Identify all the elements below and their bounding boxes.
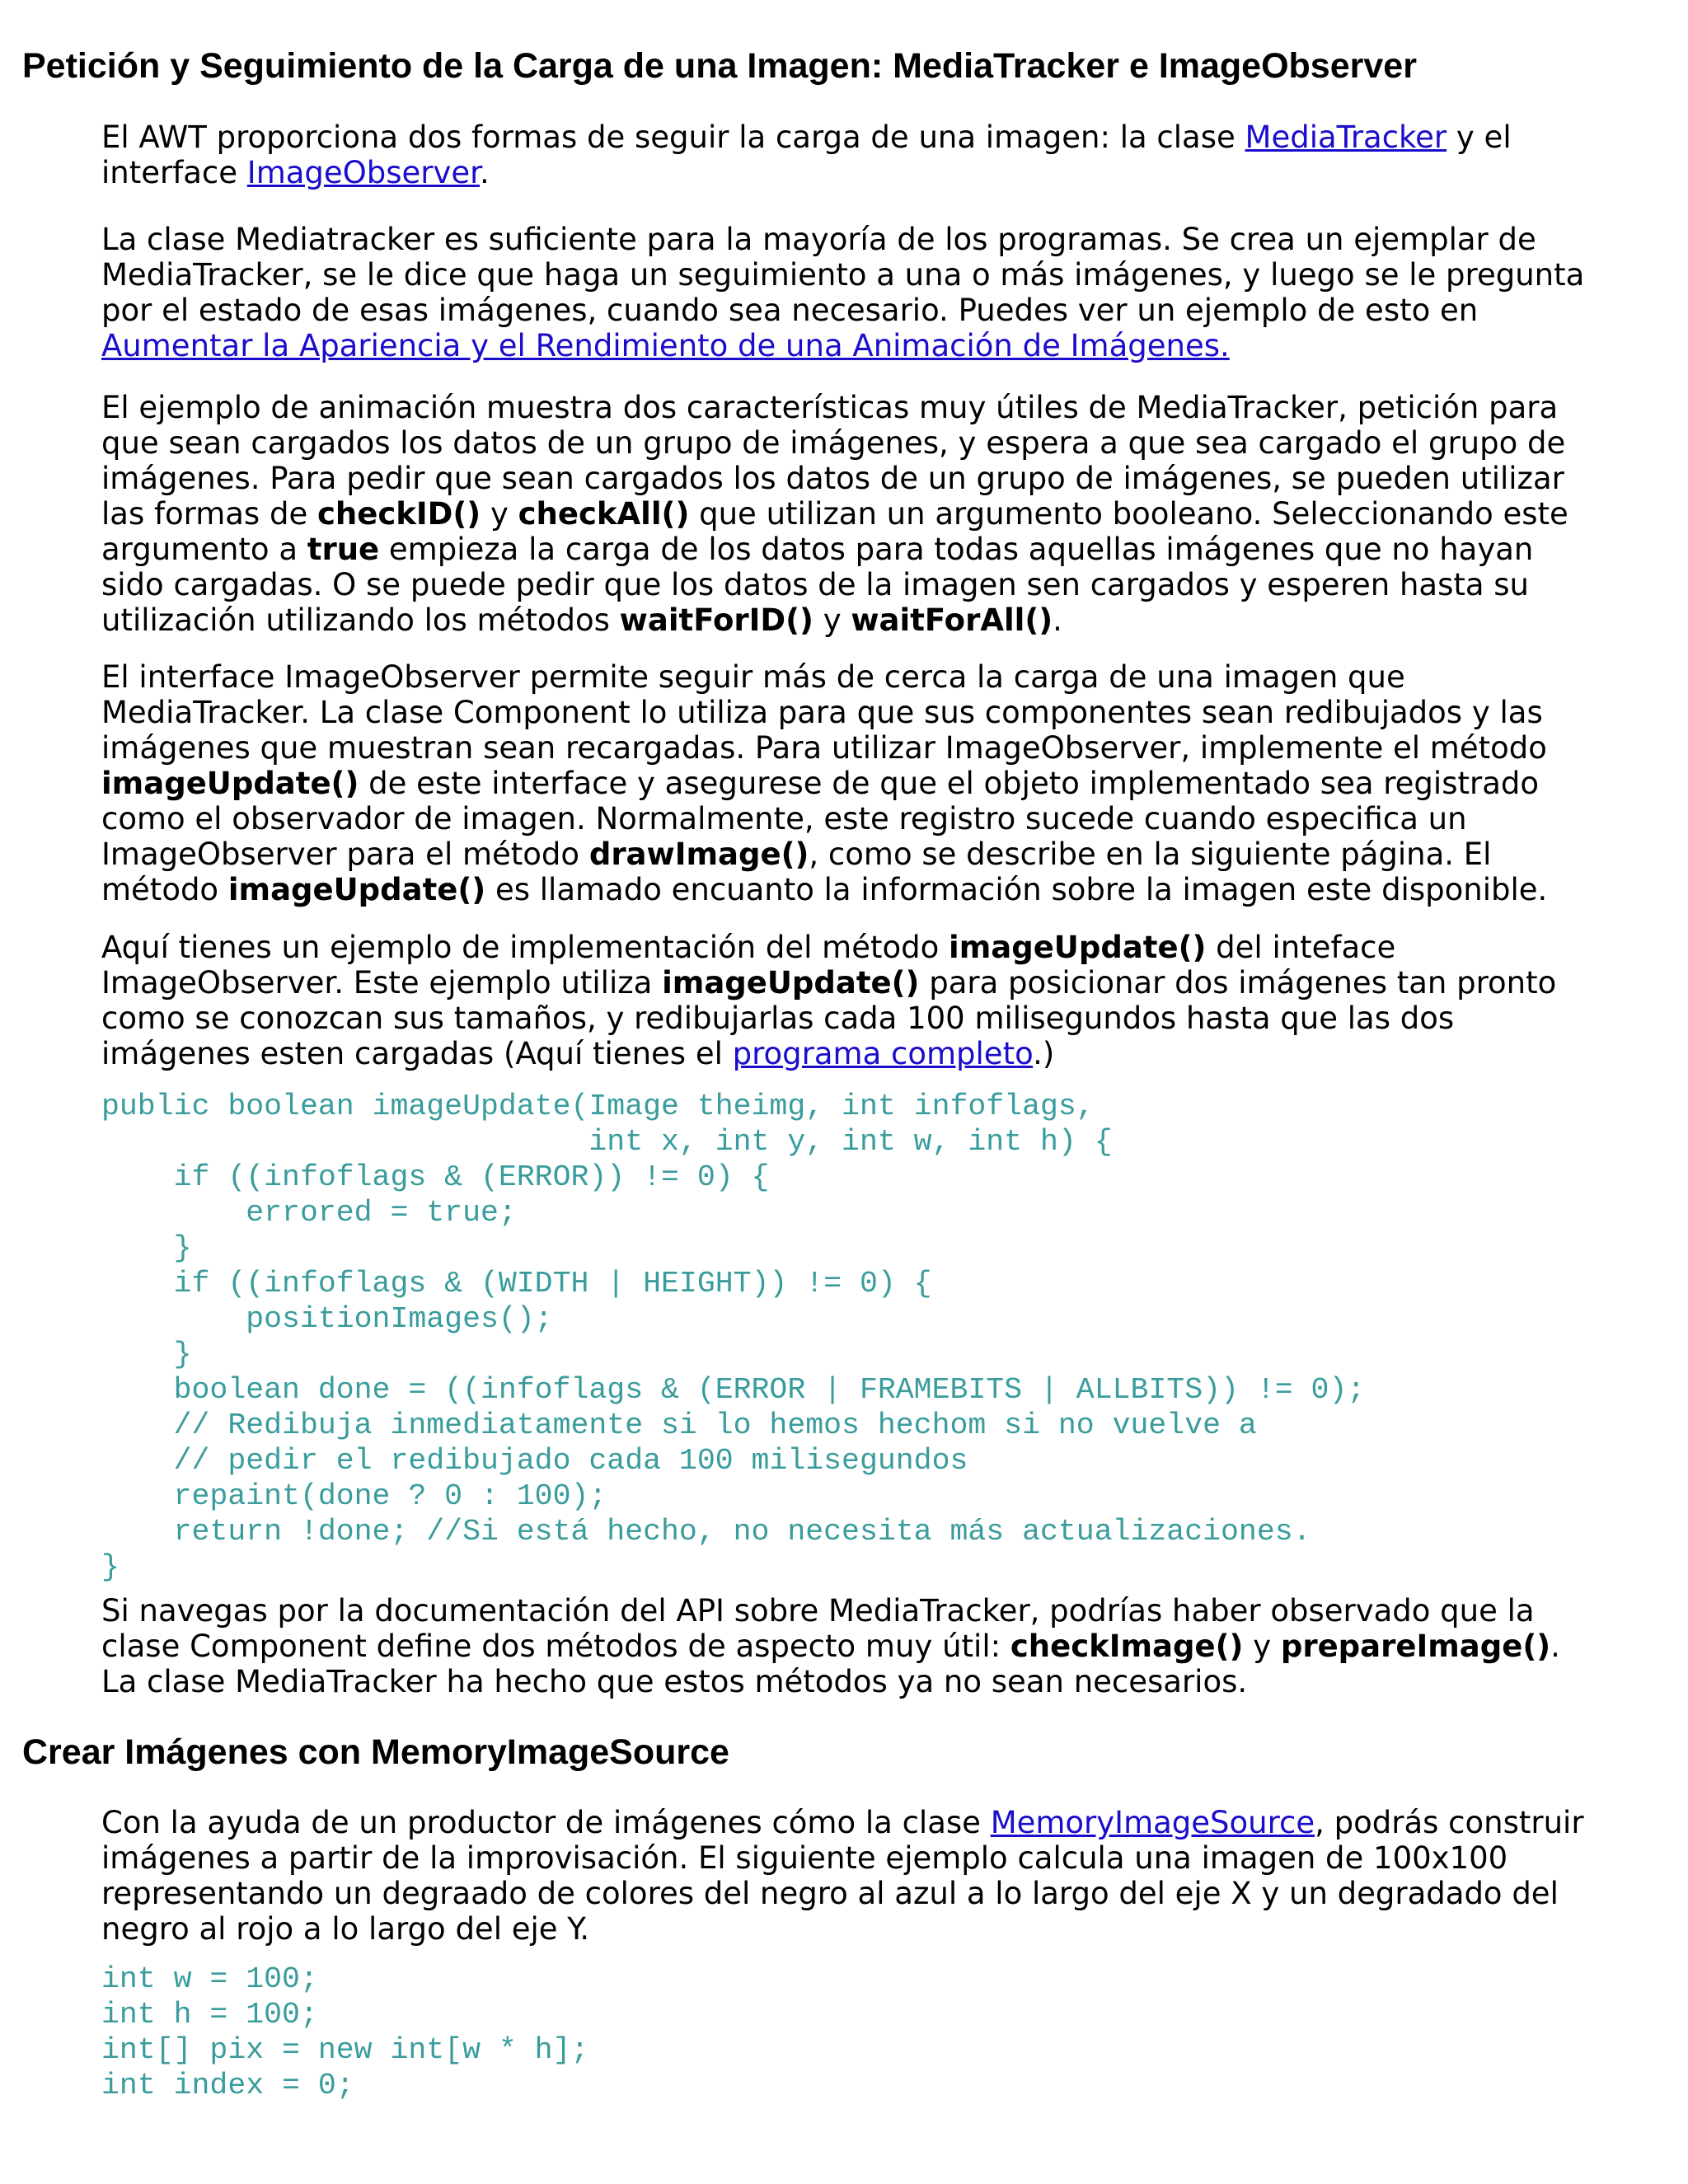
link-mediatracker[interactable]: MediaTracker (1245, 120, 1447, 155)
code-block-imageupdate: public boolean imageUpdate(Image theimg, int infoflags, int x, int y, int w, int h) { if ((infoflags & (ERROR)) != 0) { errored = true; } if ((infoflags & (WIDTH | HEIGHT)) != 0) { positionImages(); } boolean done = ((infoflags & (ERROR | FRAMEBITS | ALLBITS)) != 0); // Redibuja inmediatamente si lo hemos hechom si no vuelve a // pedir el redibujado cada 100 milisegundos repaint(done ? 0 : 100); return !done; //Si está hecho, no necesita más actualizaciones. } (101, 1090, 1366, 1584)
code-term: waitForID() (619, 602, 814, 638)
text: del inteface ImageObserver. Este ejemplo utiliza (101, 930, 1396, 1001)
text: , como se describe en la siguiente página. El método (101, 837, 1492, 907)
text: empieza la carga de los datos para todas aquellas imágenes que no hayan sido cargadas. O se puede pedir que los datos de la imagen sen cargados y esperen hasta su utilización utilizando los métodos (101, 532, 1534, 638)
text: . La clase MediaTracker ha hecho que estos métodos ya no sean necesarios. (101, 1629, 1560, 1699)
code-term: imageUpdate() (227, 872, 486, 907)
paragraph-intro (101, 120, 1593, 190)
code-term: checkID() (316, 496, 481, 532)
text: Aquí tienes un ejemplo de implementación del método (101, 930, 950, 965)
text: es llamado encuanto la información sobre la imagen este disponible. (485, 872, 1548, 907)
text: . (480, 155, 490, 190)
code-term: imageUpdate() (949, 930, 1207, 965)
text: El interface ImageObserver permite seguir más de cerca la carga de una imagen que MediaTracker. La clase Component lo utiliza para que sus componentes sean redibujados y las imágenes que muestran sean recargadas. Para utilizar ImageObserver, implemente el método (101, 659, 1547, 766)
text: y el interface (101, 120, 1512, 190)
paragraph-imageobserver (101, 659, 1593, 907)
text: , podrás construir imágenes a partir de la improvisación. El siguiente ejemplo calcula una imagen de 100x100 representando un degraado de colores del negro al azul a lo largo del eje X y un degradado del negro al rojo a lo largo del eje Y. (101, 1805, 1584, 1947)
text: . (1053, 602, 1062, 638)
text: Con la ayuda de un productor de imágenes cómo la clase (101, 1805, 991, 1840)
text: .) (1033, 1036, 1055, 1071)
text: y (813, 602, 851, 638)
link-memoryimagesource[interactable]: MemoryImageSource (990, 1805, 1315, 1840)
text: y (481, 496, 518, 532)
code-term: prepareImage() (1280, 1629, 1551, 1664)
paragraph-checkimage (101, 1593, 1593, 1699)
text: que utilizan un argumento booleano. Seleccionando este argumento a (101, 496, 1568, 567)
link-animation-performance[interactable]: Aumentar la Apariencia y el Rendimiento de una Animación de Imágenes. (101, 328, 1230, 363)
code-term: true (307, 532, 380, 567)
text: La clase Mediatracker es suficiente para la mayoría de los programas. Se crea un ejemplar de MediaTracker, se le dice que haga un seguimiento a una o más imágenes, y luego se le pregunta por el estado de esas imágenes, cuando sea necesario. Puedes ver un ejemplo de esto en (101, 222, 1585, 328)
text: El ejemplo de animación muestra dos características muy útiles de MediaTracker, petición para que sean cargados los datos de un grupo de imágenes, y espera a que sea cargado el grupo de imágenes. Para pedir que sean cargados los datos de un grupo de imágenes, se pueden utilizar las formas de (101, 390, 1566, 532)
link-imageobserver[interactable]: ImageObserver (246, 155, 480, 190)
paragraph-imageupdate-example (101, 930, 1593, 1071)
section-title-memoryimagesource: Crear Imágenes con MemoryImageSource (22, 1732, 729, 1772)
text: El AWT proporciona dos formas de seguir la carga de una imagen: la clase (101, 120, 1245, 155)
text: y (1243, 1629, 1281, 1664)
code-term: imageUpdate() (662, 965, 920, 1001)
text: de este interface y asegurese de que el objeto implementado sea registrado como el observador de imagen. Normalmente, este registro sucede cuando especifica un ImageObserver para el método (101, 766, 1539, 872)
code-term: drawImage() (588, 837, 809, 872)
text: para posicionar dos imágenes tan pronto como se conozcan sus tamaños, y redibujarlas cada 100 milisegundos hasta que las dos imágenes esten cargadas (Aquí tienes el (101, 965, 1557, 1071)
text: Si navegas por la documentación del API sobre MediaTracker, podrías haber observado que la clase Component define dos métodos de aspecto muy útil: (101, 1593, 1535, 1664)
code-term: checkAll() (518, 496, 690, 532)
code-block-pixels: int w = 100; int h = 100; int[] pix = new int[w * h]; int index = 0; (101, 1962, 589, 2102)
link-programa-completo[interactable]: programa completo (732, 1036, 1034, 1071)
paragraph-memoryimagesource (101, 1805, 1593, 1947)
paragraph-animation-example (101, 390, 1593, 638)
paragraph-mediatracker-usage (101, 222, 1593, 363)
code-term: imageUpdate() (101, 766, 359, 801)
code-term: waitForAll() (851, 602, 1053, 638)
section-title-mediatracker: Petición y Seguimiento de la Carga de una Imagen: MediaTracker e ImageObserver (22, 46, 1417, 86)
code-term: checkImage() (1010, 1629, 1244, 1664)
